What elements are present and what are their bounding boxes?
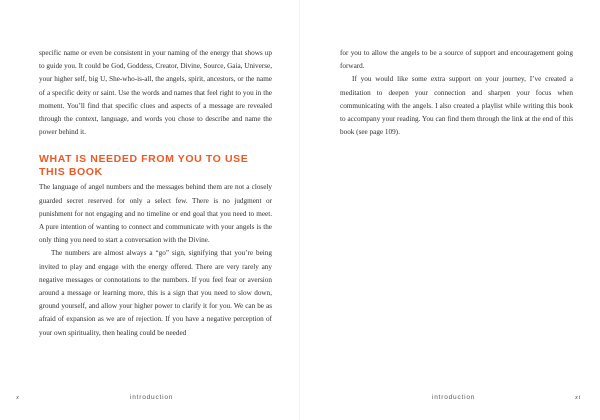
left-page-number: x [16, 394, 20, 401]
right-page-number: xi [575, 394, 582, 401]
left-paragraph-3: The numbers are almost always a “go” sign, signifying that you’re being invited to play and engage with the energy offered. There are very rarely any negative messages or connotations to the numbers. If you feel fear or aversion around a message or learning more, this is a sign that you need to slow down, ground yourself, and allow your higher power to clarify it for you. We can be as afraid of expansion as we are of rejection. If you have a negative perception of your own spirituality, then healing could be needed [39, 249, 272, 337]
left-paragraph-1: specific name or even be consistent in your naming of the energy that shows up to guide you. It could be God, Goddess, Creator, Divine, Source, Gaia, Universe, your higher self, big U, She-who-is-all, the angels, spirit, ancestors, or the name of a specific deity or saint. Use the words and names that feel right to you in the moment. You’ll find that specific clues and aspects of a message are revealed through the context, language, and words you chose to describe and name the power behind it. [39, 49, 272, 137]
left-paragraph-2: The language of angel numbers and the messages behind them are not a closely guarded secret reserved for only a select few. There is no judgment or punishment for not engaging and no timeline or end goal that you need to meet. A pure intention of wanting to connect and communicate with your angels is the only thing you need to start a conversation with the Divine. [39, 183, 272, 245]
left-text-column [39, 47, 272, 340]
section-heading: WHAT IS NEEDED FROM YOU TO USE THIS BOOK [39, 153, 249, 179]
right-text-column [340, 47, 573, 139]
right-paragraph-1: for you to allow the angels to be a source of support and encouragement going forward. [340, 49, 573, 71]
book-gutter [299, 0, 300, 420]
right-running-head: introduction [432, 394, 476, 401]
right-paragraph-2: If you would like some extra support on your journey, I’ve created a meditation to deepen your connection and sharpen your focus when communicating with the angels. I also created a playlist while writing this book to accompany your reading. You can find them through the link at the end of this book (see page 109). [340, 75, 573, 137]
left-running-head: introduction [130, 394, 174, 401]
